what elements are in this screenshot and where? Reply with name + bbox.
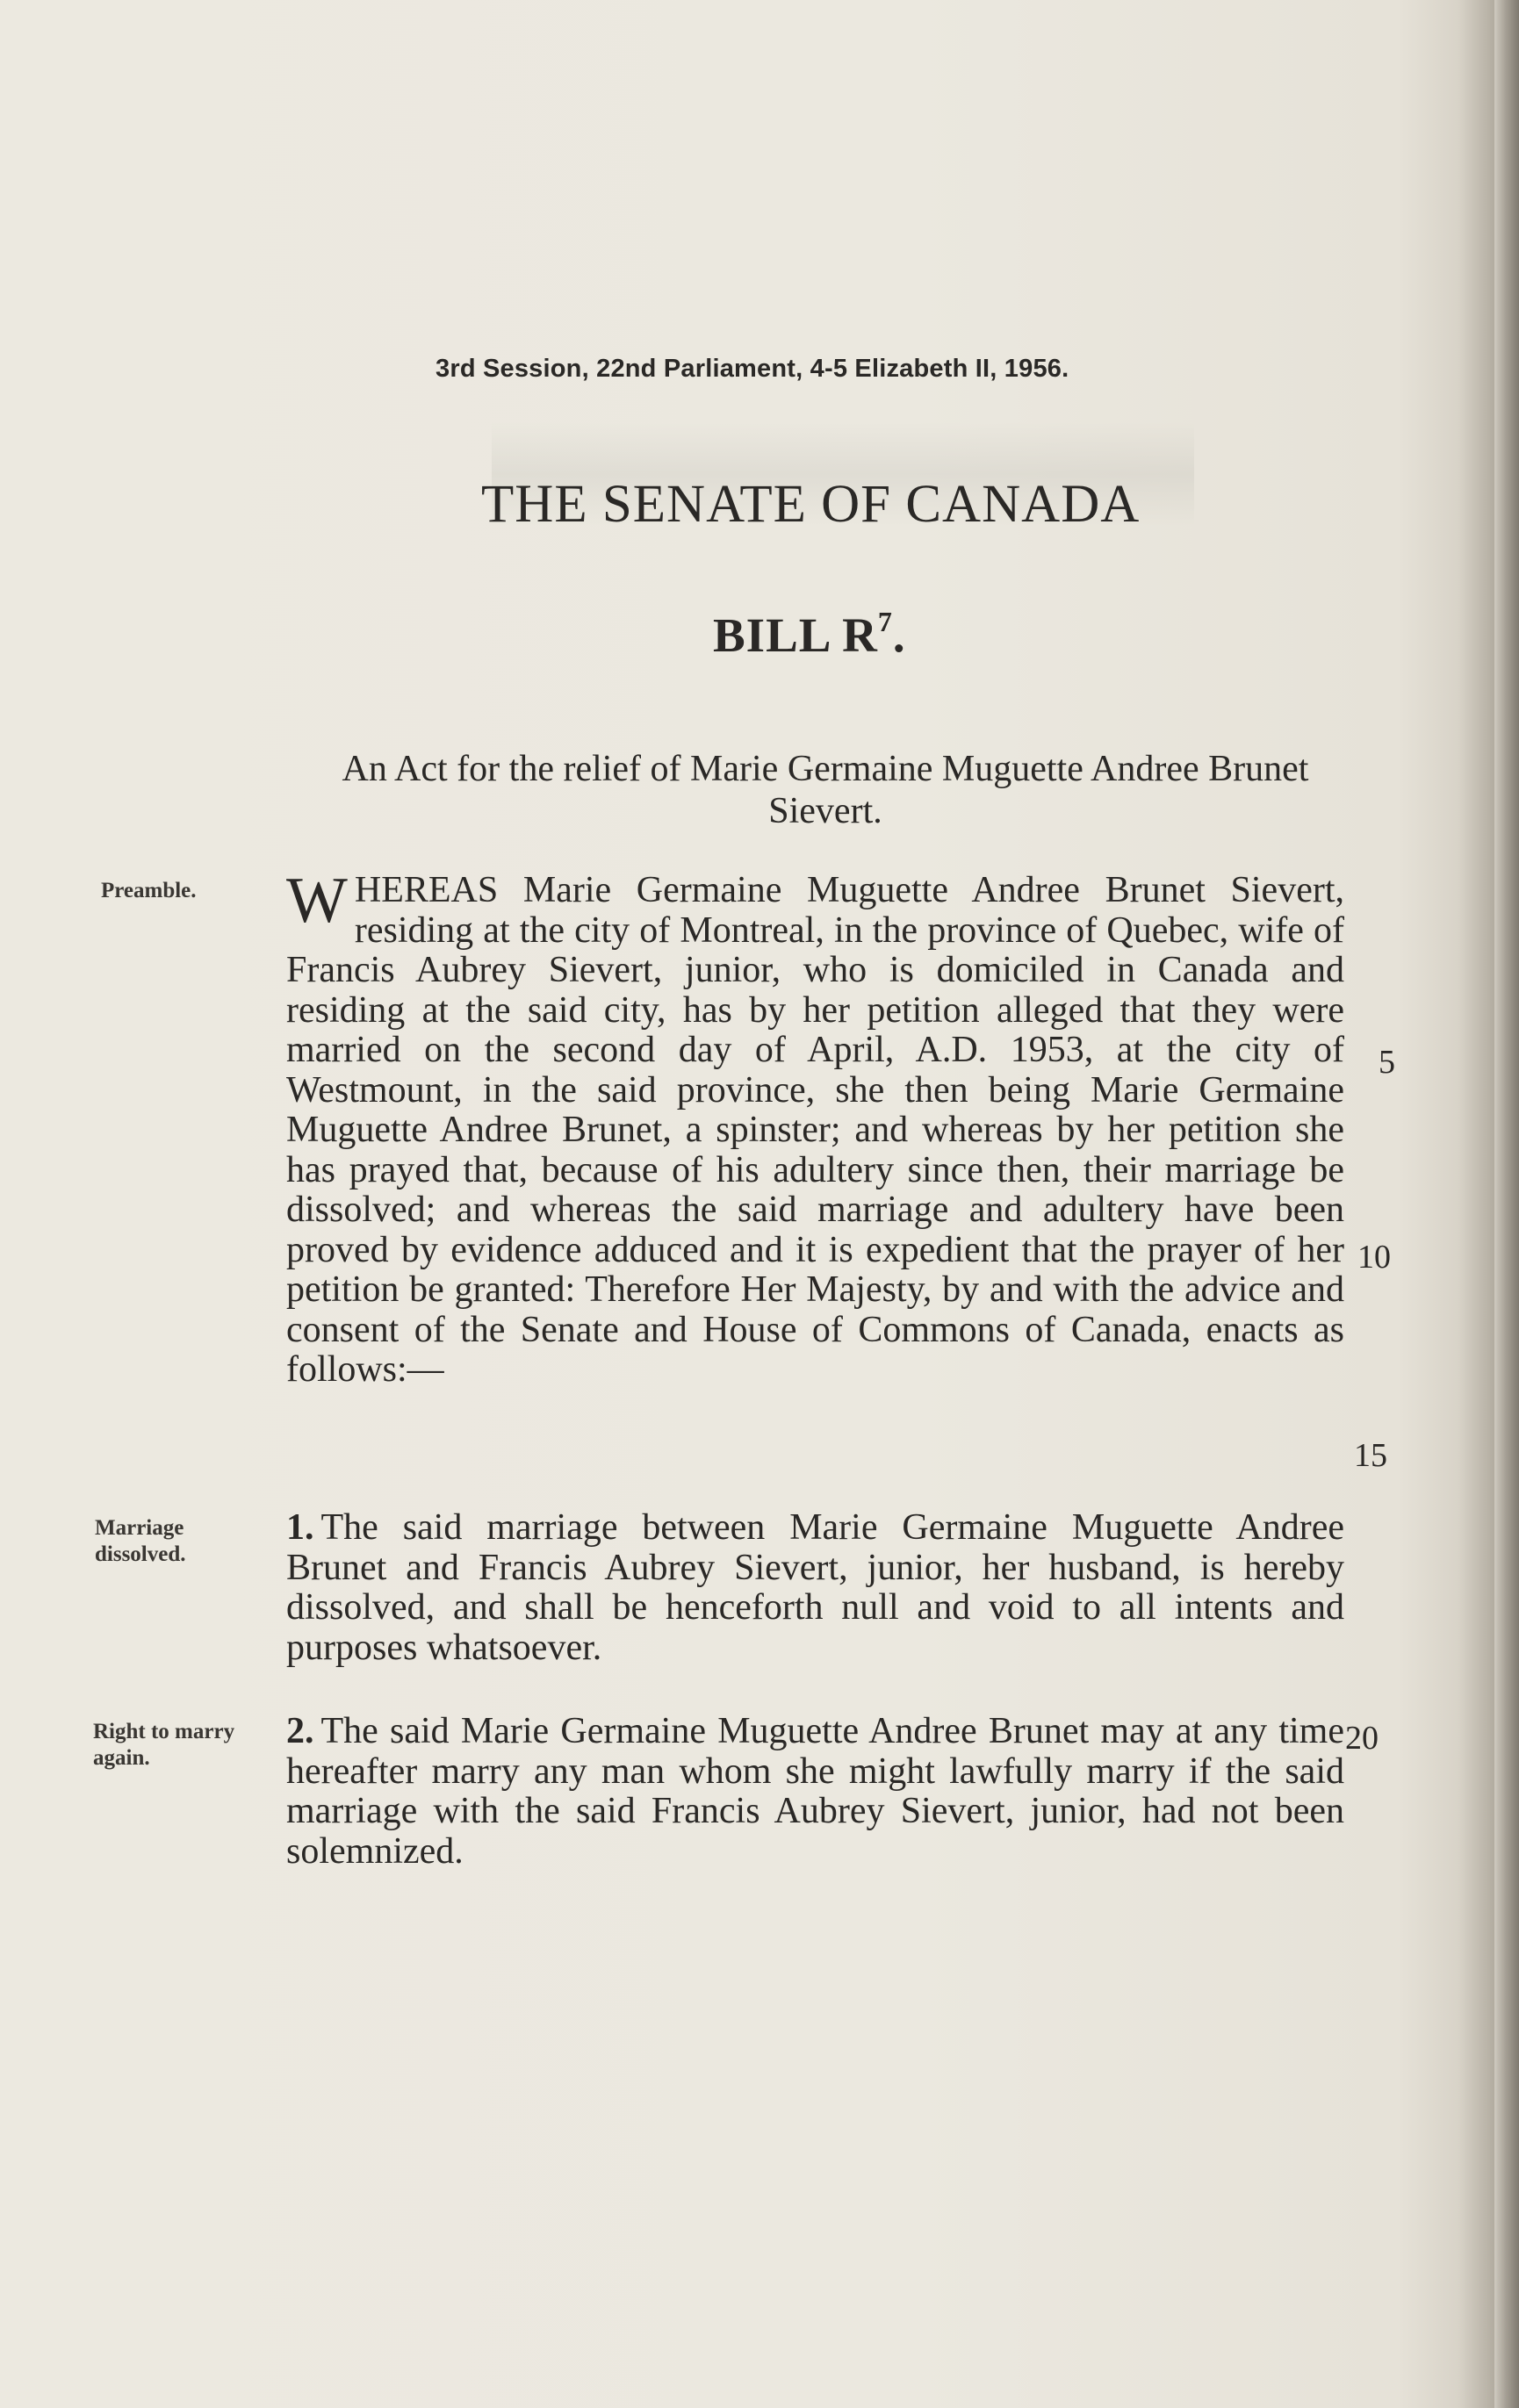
preamble-paragraph — [286, 865, 1344, 1391]
act-title: An Act for the relief of Marie Germaine Muguette Andree Brunet Sievert. — [342, 749, 1309, 831]
bill-title — [713, 607, 1064, 663]
bill-label: BILL R — [713, 608, 878, 662]
margin-note-marriage-dissolved: Marriage dissolved. — [95, 1516, 186, 1566]
senate-title: THE SENATE OF CANADA — [481, 475, 1141, 534]
session-line: 3rd Session, 22nd Parliament, 4-5 Elizabeth II, 1956. — [436, 355, 1069, 383]
line-number-5: 5 — [1379, 1044, 1395, 1081]
preamble-dropcap: W — [286, 865, 348, 937]
section-2-number: 2. — [286, 1711, 314, 1751]
bill-superscript: 7 — [877, 606, 893, 637]
section-1-text: The said marriage between Marie Germaine Muguette Andree Brunet and Francis Aubrey Sievert, junior, her husband, is hereby dissolved, and shall be henceforth null and void to all intents and purposes whatsoever. — [286, 1507, 1344, 1668]
preamble-text: HEREAS Marie Germaine Muguette Andree Brunet Sievert, residing at the city of Montreal, in the province of Quebec, wife of Francis Aubrey Sievert, junior, who is domiciled in Canada and residing at the said city, has by her petition alleged that they were married on the second day of April, A.D. 1953, at the city of Westmount, in the said province, she then being Marie Germaine Muguette Andree Brunet, a spinster; and whereas by her petition she has prayed that, because of his adultery since then, their marriage be dissolved; and whereas the said marriage and adultery have been proved by evidence adduced and it is expedient that the prayer of her petition be granted: Therefore Her Majesty, by and with the advice and consent of the Senate and House of Commons of Canada, enacts as follows:— — [286, 870, 1344, 1390]
line-number-10: 10 — [1357, 1239, 1391, 1276]
line-number-20: 20 — [1345, 1720, 1379, 1757]
bill-period: . — [892, 608, 906, 662]
page-edge-shadow — [1494, 0, 1519, 2408]
section-1-paragraph — [286, 1508, 1344, 1668]
line-number-15: 15 — [1354, 1437, 1387, 1474]
section-1-number: 1. — [286, 1507, 314, 1548]
margin-note-preamble: Preamble. — [101, 879, 197, 902]
margin-note-right-to-marry: Right to marry again. — [93, 1720, 235, 1770]
section-2-paragraph — [286, 1712, 1344, 1872]
section-2-text: The said Marie Germaine Muguette Andree Brunet may at any time hereafter marry any man whom she might lawfully marry if the said marriage with the said Francis Aubrey Sievert, junior, had not been solemnized. — [286, 1711, 1344, 1872]
